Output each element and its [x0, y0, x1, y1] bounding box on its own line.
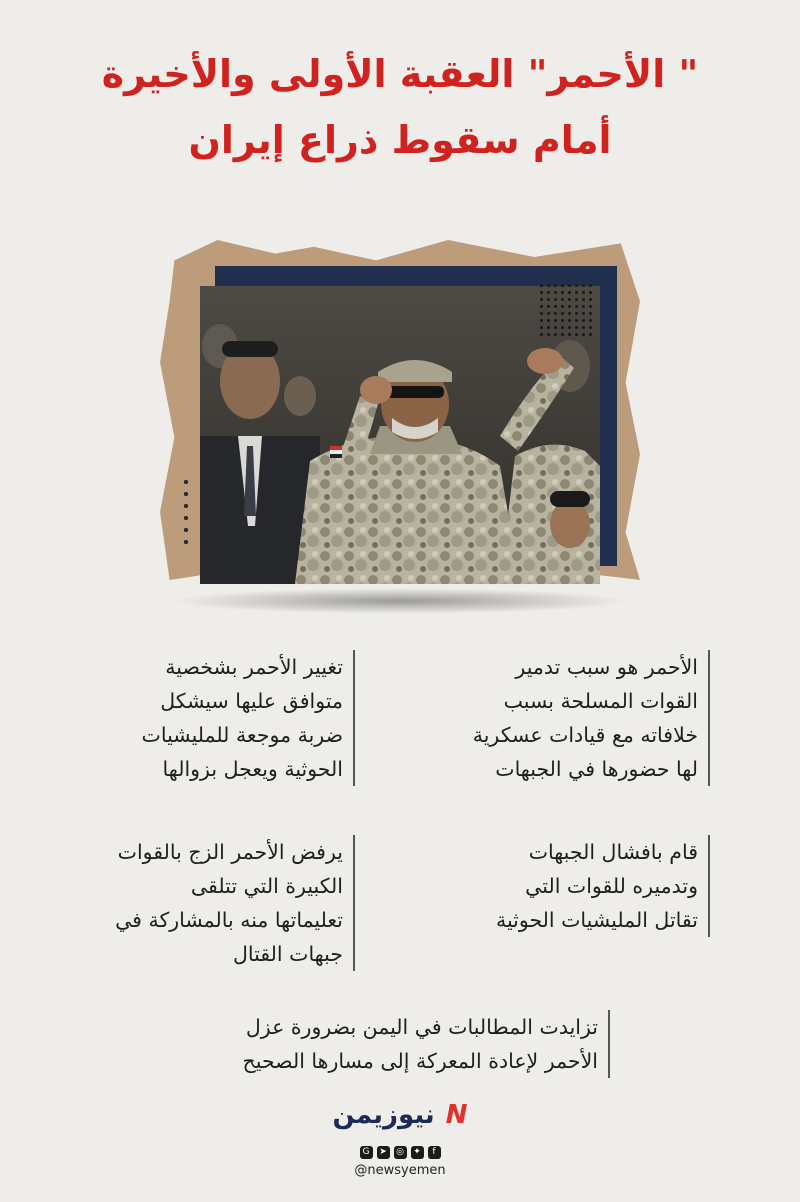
- social-icons: [0, 1146, 800, 1159]
- text-line: القوات المسلحة بسبب: [503, 689, 698, 713]
- text-line: تغيير الأحمر بشخصية: [165, 655, 343, 679]
- twitter-icon[interactable]: ✦: [411, 1146, 424, 1159]
- text-block-left-mid: [93, 835, 355, 971]
- text-line: وتدميره للقوات التي: [525, 874, 698, 898]
- text-line: تقاتل المليشيات الحوثية: [495, 908, 698, 932]
- text-line: لها حضورها في الجبهات: [495, 757, 698, 781]
- brand-logo: [0, 1100, 800, 1130]
- text-block-right-top: [428, 650, 710, 786]
- title-line-2: أمام سقوط ذراع إيران: [188, 118, 612, 162]
- text-line: الكبيرة التي تتلقى: [190, 874, 343, 898]
- logo-mark: [332, 1100, 467, 1130]
- text-line: الأحمر هو سبب تدمير: [515, 655, 698, 679]
- text-line: جبهات القتال: [232, 942, 343, 966]
- text-line: تزايدت المطالبات في اليمن بضرورة عزل: [245, 1015, 598, 1039]
- text-line: الحوثية ويعجل بزوالها: [162, 757, 343, 781]
- dot-grid-decoration: [538, 282, 592, 336]
- text-line: قام بافشال الجبهات: [528, 840, 698, 864]
- google-icon[interactable]: G: [360, 1146, 373, 1159]
- social-handle[interactable]: @newsyemen: [354, 1163, 446, 1178]
- facebook-icon[interactable]: f: [428, 1146, 441, 1159]
- text-line: خلافاته مع قيادات عسكرية: [472, 723, 698, 747]
- text-line: يرفض الأحمر الزج بالقوات: [117, 840, 343, 864]
- title-line-1: " الأحمر" العقبة الأولى والأخيرة: [101, 52, 699, 96]
- text-line: متوافق عليها سيشكل: [160, 689, 343, 713]
- logo-text: نيوزيمن: [332, 1100, 435, 1130]
- text-line: ضربة موجعة للمليشيات: [141, 723, 343, 747]
- instagram-icon[interactable]: ◎: [394, 1146, 407, 1159]
- telegram-icon[interactable]: ➤: [377, 1146, 390, 1159]
- text-line: تعليماتها منه بالمشاركة في: [115, 908, 343, 932]
- vertical-dots-decoration: [183, 476, 189, 548]
- text-block-left-top: [93, 650, 355, 786]
- text-block-bottom: [198, 1010, 610, 1078]
- photo-shadow: [170, 588, 630, 614]
- text-block-right-mid: [458, 835, 710, 937]
- text-line: الأحمر لإعادة المعركة إلى مسارها الصحيح: [242, 1049, 598, 1073]
- logo-letter: N: [445, 1100, 468, 1130]
